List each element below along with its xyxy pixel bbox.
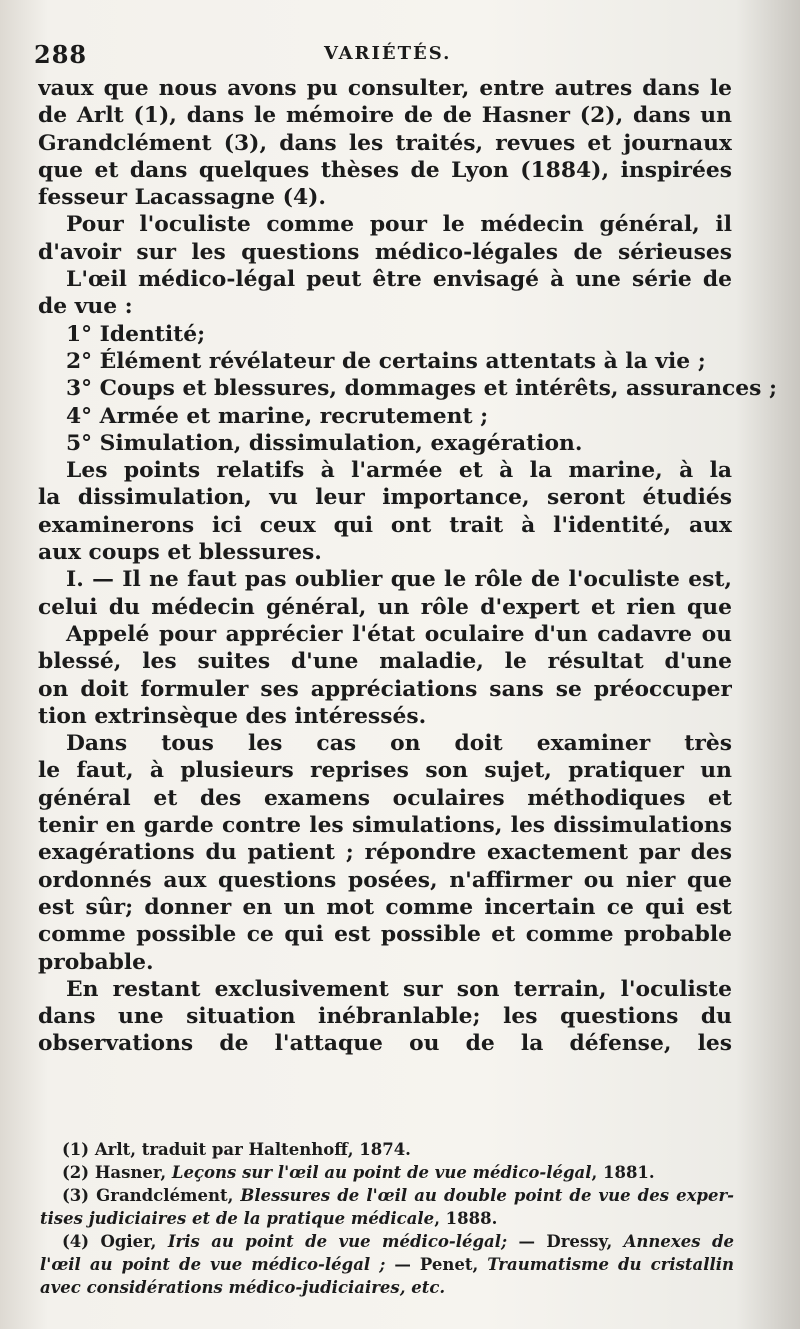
page-number: 288	[34, 40, 88, 69]
text-line: on doit formuler ses appréciations sans se préoccuper	[38, 676, 732, 702]
text-line: de vue :	[38, 294, 133, 320]
footnote-2-year: , 1881.	[591, 1163, 655, 1182]
text-line: exagérations du patient ; répondre exactement par des	[38, 840, 732, 866]
text-line: comme possible ce qui est possible et comme probable	[38, 922, 732, 948]
footnotes	[40, 1138, 734, 1299]
footnote-3-cont	[40, 1207, 734, 1230]
footnote-3-title: Blessures de l'œil au double point de vue des exper-	[240, 1186, 734, 1205]
text-line: observations de l'attaque ou de la défense, les	[38, 1031, 732, 1057]
text-line: de Arlt (1), dans le mémoire de de Hasner (2), dans un	[38, 103, 732, 129]
footnote-4-author-3: — Penet,	[385, 1255, 488, 1274]
text-line: aux coups et blessures.	[38, 540, 322, 566]
footnote-4-cont	[40, 1253, 734, 1276]
list-item: 5° Simulation, dissimulation, exagération.	[66, 430, 583, 456]
footnote-4	[40, 1230, 734, 1253]
text-line: En restant exclusivement sur son terrain, l'oculiste	[66, 976, 732, 1002]
text-line: dans une situation inébranlable; les questions du	[38, 1004, 732, 1030]
list-item: 3° Coups et blessures, dommages et intérêts, assurances ;	[66, 376, 778, 402]
running-title: VARIÉTÉS.	[324, 43, 452, 64]
footnote-2-title: Leçons sur l'œil au point de vue médico-légal	[171, 1163, 592, 1182]
footnote-3-title-cont: tises judiciaires et de la pratique médicale	[40, 1209, 435, 1228]
text-line: ordonnés aux questions posées, n'affirmer ou nier que	[38, 867, 732, 893]
footnote-4-title-3-cont: avec considérations médico-judiciaires, etc.	[40, 1278, 446, 1297]
text-line: probable.	[38, 949, 154, 975]
text-line: est sûr; donner en un mot comme incertain ce qui est	[38, 894, 732, 920]
text-line: vaux que nous avons pu consulter, entre autres dans le	[38, 76, 732, 101]
text-line: la dissimulation, vu leur importance, seront étudiés	[38, 485, 732, 511]
text-line: fesseur Lacassagne (4).	[38, 185, 327, 211]
footnote-3	[40, 1184, 734, 1207]
footnote-4-title-2: Annexes de	[623, 1232, 734, 1251]
body-text	[38, 75, 778, 1058]
text-line: Les points relatifs à l'armée et à la marine, à la	[66, 458, 732, 484]
text-line: Pour l'oculiste comme pour le médecin général, il	[66, 212, 732, 238]
page-header	[34, 40, 734, 70]
text-line: tion extrinsèque des intéressés.	[38, 703, 427, 729]
footnote-4-cont-2	[40, 1276, 734, 1299]
text-line: Dans tous les cas on doit examiner très	[66, 731, 732, 757]
text-line: d'avoir sur les questions médico-légales de sérieuses	[38, 239, 732, 265]
text-line: tenir en garde contre les simulations, les dissimulations	[38, 813, 732, 839]
list-item: 2° Élément révélateur de certains attentats à la vie ;	[66, 348, 706, 374]
footnote-4-author-2: — Dressy,	[507, 1232, 624, 1251]
footnote-4-author: (4) Ogier,	[62, 1232, 168, 1251]
footnote-4-title-3: Traumatisme du cristallin	[487, 1255, 734, 1274]
text-line: blessé, les suites d'une maladie, le résultat d'une	[38, 649, 732, 675]
footnote-4-title-2-cont: l'œil au point de vue médico-légal ;	[40, 1255, 386, 1274]
text-line: L'œil médico-légal peut être envisagé à une série de	[66, 267, 732, 293]
footnote-3-year: , 1888.	[434, 1209, 498, 1228]
text-line: I. — Il ne faut pas oublier que le rôle de l'oculiste est,	[66, 567, 732, 593]
text-line: le faut, à plusieurs reprises son sujet, pratiquer un	[38, 758, 732, 784]
text-line: Appelé pour apprécier l'état oculaire d'un cadavre ou	[66, 621, 732, 647]
footnote-2	[40, 1161, 734, 1184]
text-line: examinerons ici ceux qui ont trait à l'identité, aux	[38, 512, 732, 538]
text-line: celui du médecin général, un rôle d'expert et rien que	[38, 594, 732, 620]
text-line: Grandclément (3), dans les traités, revues et journaux	[38, 130, 732, 156]
footnote-2-author: (2) Hasner,	[62, 1163, 172, 1182]
text-line: général et des examens oculaires méthodiques et	[38, 785, 732, 811]
footnote-3-author: (3) Grandclément,	[62, 1186, 241, 1205]
text-line: que et dans quelques thèses de Lyon (1884), inspirées	[38, 157, 732, 183]
list-item: 1° Identité;	[66, 321, 206, 347]
footnote-1: (1) Arlt, traduit par Haltenhoff, 1874.	[62, 1140, 411, 1159]
footnote-4-title-1: Iris au point de vue médico-légal;	[167, 1232, 508, 1251]
list-item: 4° Armée et marine, recrutement ;	[66, 403, 489, 429]
